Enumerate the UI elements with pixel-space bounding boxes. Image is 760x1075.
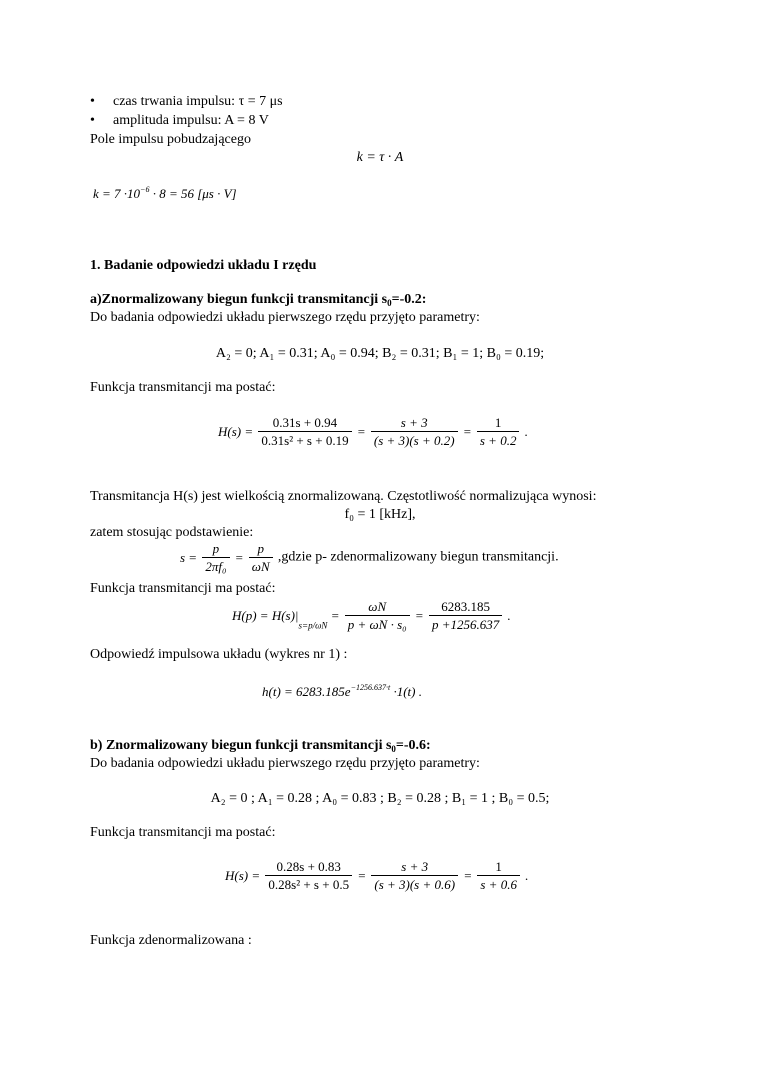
part-b-title-prefix: b) Znormalizowany biegun funkcji transmitancji s	[90, 738, 392, 753]
pole-label: Pole impulsu pobudzającego	[90, 132, 251, 147]
part-b-params: A₂ = 0 ; A₁ = 0.28 ; A₀ = 0.83 ; B₂ = 0.28 ; B₁ = 1 ; B₀ = 0.5;	[210, 791, 550, 806]
Hp-frac2-den: p +1256.637	[429, 615, 502, 631]
s-frac2-num: p	[257, 541, 264, 556]
part-b-title	[90, 739, 431, 754]
part-a-subst-label: zatem stosując podstawienie:	[90, 525, 254, 540]
part-a-substitution: s = $\frac{p}{\text{2πf₀}}$ = $\frac{p}{\omega N}$ ,gdzie p- zdenormalizowany biegun transmitancji.	[180, 541, 559, 574]
Hp-cond: s=p/ωN	[298, 620, 328, 631]
k-exp: −6	[140, 185, 150, 194]
H-frac2-num: s + 3	[400, 415, 428, 430]
H-frac1-num: 0.28s + 0.83	[276, 859, 341, 874]
s-lhs: s =	[180, 550, 198, 565]
H-frac3-num: 1	[494, 415, 502, 430]
part-a-title	[90, 293, 426, 308]
bullet-pulse-duration: czas trwania impulsu: τ = 7 μs	[113, 94, 283, 109]
part-a-intro: Do badania odpowiedzi układu pierwszego rzędu przyjęto parametry:	[90, 310, 480, 325]
part-a-title-sub: 0	[387, 298, 392, 308]
bullet-marker: •	[90, 113, 95, 128]
H-frac1-num: 0.31s + 0.94	[272, 415, 338, 430]
H-frac1-den: 0.31s² + s + 0.19	[258, 431, 351, 447]
part-a-impulse-equation	[262, 684, 422, 698]
Hp-end: .	[507, 608, 511, 623]
part-a-title-suffix: =-0.2:	[391, 292, 427, 307]
part-a-normalization-text: Transmitancja H(s) jest wielkością znormalizowaną. Częstotliwość normalizująca wynosi:	[90, 489, 597, 504]
H-frac2-den: (s + 3)(s + 0.2)	[371, 431, 458, 447]
part-b-intro: Do badania odpowiedzi układu pierwszego rzędu przyjęto parametry:	[90, 756, 480, 771]
equation-k-value	[93, 186, 237, 200]
H-frac1-den: 0.28s² + s + 0.5	[265, 875, 352, 891]
part-b-H-equation: H(s) = $\frac{0.28s + 0.83}{\text{0.28s² + s + 0.5}}$ = $\frac{s + 3}{(s + 3)(s + 0.6)}$ = $\frac{1}{s + 0.6}$ .	[225, 859, 529, 892]
part-a-title-prefix: a)Znormalizowany biegun funkcji transmitancji s	[90, 292, 388, 307]
Hp-frac1-num: ωN	[368, 599, 387, 614]
H-frac2-num: s + 3	[401, 859, 429, 874]
s-frac2-den: ωN	[249, 557, 273, 573]
part-a-func-label: Funkcja transmitancji ma postać:	[90, 380, 276, 395]
H-lhs: H(s) =	[218, 424, 254, 439]
H-frac3-den: s + 0.2	[477, 431, 520, 447]
Hp-frac1-den: p + ωN · s₀	[345, 615, 410, 631]
part-a-func-label-2: Funkcja transmitancji ma postać:	[90, 581, 276, 596]
bullet-pulse-amplitude: amplituda impulsu: A = 8 V	[113, 113, 269, 128]
section-1-title: 1. Badanie odpowiedzi układu I rzędu	[90, 258, 317, 273]
part-b-denorm-label: Funkcja zdenormalizowana :	[90, 933, 252, 948]
H-frac3-den: s + 0.6	[477, 875, 520, 891]
s-note: ,gdzie p- zdenormalizowany biegun transmitancji.	[277, 549, 559, 565]
k-lhs: k = 7 ·10	[93, 186, 141, 201]
part-b-title-suffix: =-0.6:	[395, 738, 431, 753]
part-a-params: A₂ = 0; A₁ = 0.31; A₀ = 0.94; B₂ = 0.31; B₁ = 1; B₀ = 0.19;	[215, 346, 545, 361]
h-rhs: ·1(t) .	[390, 684, 422, 699]
h-lhs: h(t) = 6283.185e	[262, 684, 351, 699]
part-b-func-label: Funkcja transmitancji ma postać:	[90, 825, 276, 840]
h-exp: −1256.637·t	[350, 683, 391, 692]
H-end: .	[524, 424, 528, 439]
part-a-Hp-equation: $H(p) = H(s)|_{s=p/\omega N}$ = $\frac{\omega N}{\text{p + ωN · s₀}}$ = $\frac{6283.185}{p +1256.637}$ .	[232, 599, 511, 632]
part-a-impulse-label: Odpowiedź impulsowa układu (wykres nr 1) :	[90, 647, 348, 662]
part-b-title-sub: 0	[391, 744, 396, 754]
bullet-marker: •	[90, 94, 95, 109]
H-frac3-num: 1	[495, 859, 502, 874]
Hp-lhs: H(p) = H(s)|	[232, 608, 299, 623]
equation-k: k = τ · A	[356, 150, 404, 165]
H-end: .	[525, 868, 529, 883]
s-frac1-num: p	[212, 541, 220, 556]
part-a-f0: f₀ = 1 [kHz],	[344, 507, 416, 522]
H-lhs: H(s) =	[225, 868, 261, 883]
H-frac2-den: (s + 3)(s + 0.6)	[371, 875, 458, 891]
part-a-H-equation: H(s) = $\frac{0.31s + 0.94}{\text{0.31s² + s + 0.19}}$ = $\frac{s + 3}{(s + 3)(s + 0.2)}$ = $\frac{1}{s + 0.2}$ .	[218, 415, 528, 448]
Hp-frac2-num: 6283.185	[441, 599, 490, 614]
k-rhs: · 8 = 56 [μs · V]	[149, 186, 237, 201]
s-frac1-den: 2πf₀	[202, 557, 229, 573]
